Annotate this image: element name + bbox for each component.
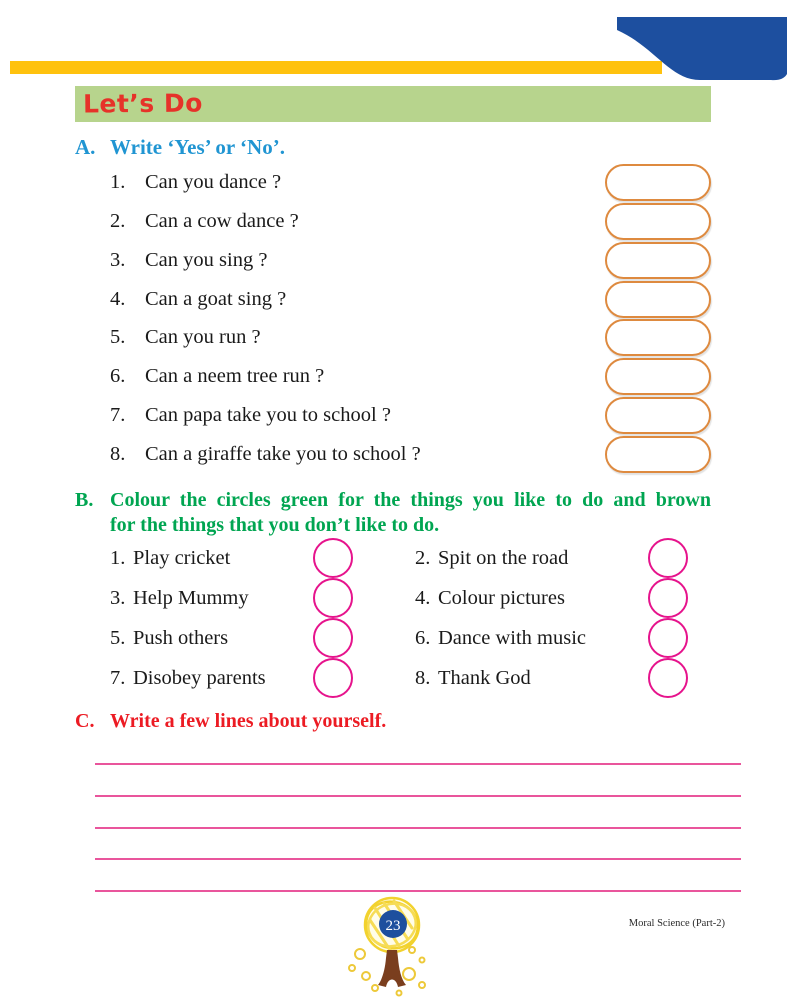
question-text: Can a cow dance ? xyxy=(145,210,299,232)
lets-do-header-bar xyxy=(75,86,711,122)
item-label: Help Mummy xyxy=(133,587,249,609)
colour-circle[interactable] xyxy=(313,578,353,618)
section-a-heading-text: Write ‘Yes’ or ‘No’. xyxy=(110,135,285,159)
question-row xyxy=(0,318,787,357)
question-text: Can a goat sing ? xyxy=(145,288,287,310)
answer-box[interactable] xyxy=(605,203,711,240)
question-row xyxy=(0,202,787,241)
question-row xyxy=(0,163,787,202)
item-label: Thank God xyxy=(438,667,531,689)
answer-box[interactable] xyxy=(605,319,711,356)
item-number: 3. xyxy=(110,587,126,609)
question-text: Can you sing ? xyxy=(145,249,268,271)
item-number: 5. xyxy=(110,627,126,649)
corner-blue-shape xyxy=(585,17,787,83)
answer-box[interactable] xyxy=(605,164,711,201)
answer-box[interactable] xyxy=(605,242,711,279)
colour-circle[interactable] xyxy=(648,578,688,618)
question-row xyxy=(0,396,787,435)
section-c-label: C. xyxy=(75,710,95,732)
section-b-heading-text xyxy=(110,488,711,538)
item-label: Push others xyxy=(133,627,229,649)
question-number: 1. xyxy=(110,171,126,193)
writing-line[interactable] xyxy=(95,795,741,797)
choice-row xyxy=(0,578,787,618)
item-label: Play cricket xyxy=(133,547,231,569)
answer-box[interactable] xyxy=(605,281,711,318)
colour-circle[interactable] xyxy=(313,538,353,578)
colour-circle[interactable] xyxy=(648,538,688,578)
lets-do-title: Let’s Do xyxy=(82,88,203,119)
question-row xyxy=(0,241,787,280)
item-label: Spit on the road xyxy=(438,547,569,569)
answer-box[interactable] xyxy=(605,436,711,473)
writing-line[interactable] xyxy=(95,763,741,765)
question-text: Can a neem tree run ? xyxy=(145,365,325,387)
question-row xyxy=(0,280,787,319)
item-number: 7. xyxy=(110,667,126,689)
top-yellow-bar xyxy=(10,61,662,74)
section-c-heading-text: Write a few lines about yourself. xyxy=(110,710,387,732)
item-number: 2. xyxy=(415,547,431,569)
question-row xyxy=(0,435,787,474)
footer-book-title: Moral Science (Part-2) xyxy=(628,918,725,929)
item-label: Colour pictures xyxy=(438,587,565,609)
question-row xyxy=(0,357,787,396)
colour-circle[interactable] xyxy=(648,618,688,658)
colour-circle[interactable] xyxy=(313,618,353,658)
answer-box[interactable] xyxy=(605,358,711,395)
answer-box[interactable] xyxy=(605,397,711,434)
item-label: Dance with music xyxy=(438,627,587,649)
question-text: Can papa take you to school ? xyxy=(145,404,391,426)
item-number: 1. xyxy=(110,547,126,569)
item-number: 6. xyxy=(415,627,431,649)
colour-circle[interactable] xyxy=(313,658,353,698)
question-number: 4. xyxy=(110,288,126,310)
item-number: 8. xyxy=(415,667,431,689)
section-a-label: A. xyxy=(75,135,96,159)
item-label: Disobey parents xyxy=(133,667,266,689)
colour-circle[interactable] xyxy=(648,658,688,698)
question-number: 6. xyxy=(110,365,126,387)
choice-row xyxy=(0,618,787,658)
writing-line[interactable] xyxy=(95,827,741,829)
page-number-tree-icon xyxy=(342,892,442,1000)
page-number-text: 23 xyxy=(385,918,401,934)
choice-row xyxy=(0,658,787,698)
question-text: Can you run ? xyxy=(145,326,261,348)
question-number: 8. xyxy=(110,443,126,465)
writing-line[interactable] xyxy=(95,858,741,860)
question-number: 7. xyxy=(110,404,126,426)
section-b-heading-line1: Colour the circles green for the things you like to do and brown xyxy=(110,489,711,511)
section-b-label: B. xyxy=(75,489,94,511)
choice-row xyxy=(0,538,787,578)
section-b-heading-line2: for the things that you don’t like to do. xyxy=(110,514,440,536)
item-number: 4. xyxy=(415,587,431,609)
question-number: 5. xyxy=(110,326,126,348)
question-text: Can a giraffe take you to school ? xyxy=(145,443,421,465)
question-number: 2. xyxy=(110,210,126,232)
question-number: 3. xyxy=(110,249,126,271)
question-text: Can you dance ? xyxy=(145,171,282,193)
